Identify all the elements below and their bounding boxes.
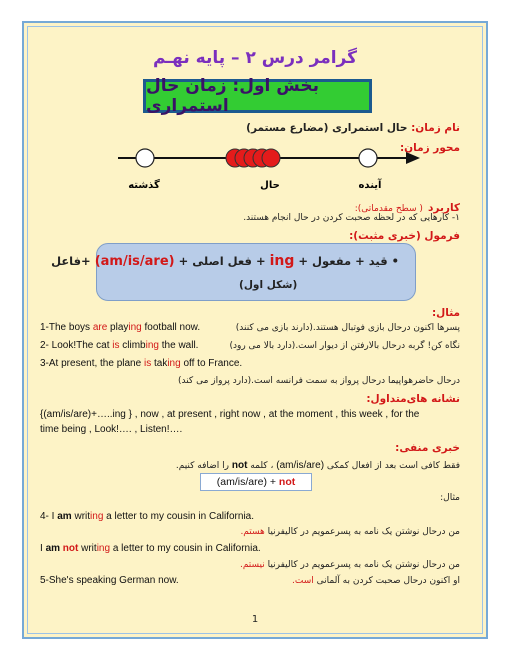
formula-main-verb: + فعل اصلی + (178, 254, 266, 268)
negative-label: خبری منفی: (395, 442, 460, 454)
page-number: 1 (251, 614, 259, 625)
negative-formula-box: (am/is/are) + not (200, 473, 312, 491)
example-2: 2- Look!The cat is climbing the wall. (40, 340, 199, 351)
timeline-label: محور زمان: (399, 142, 460, 154)
tense-name-line (246, 122, 460, 134)
signs-label: نشانه های‌متداول: (366, 393, 460, 405)
timeline-present-label: حال (260, 180, 280, 191)
usage-level: ( سطح مقدماتی): (354, 204, 423, 214)
timeline-past-point (136, 149, 154, 167)
usage-label: کاربرد (428, 202, 460, 214)
signs-line-1: {(am/is/are)+…..ing } , now , at present , right now , at the moment , this week , for the (40, 409, 420, 420)
formula-adverb-object: • قید + مفعول + (298, 254, 399, 268)
timeline-diagram (110, 140, 426, 176)
formula-subject: +فاعل (51, 254, 91, 268)
timeline-future-label: آینده (358, 180, 382, 191)
example-1-translation: پسرها اکنون درحال بازی فوتبال هستند.(دارند بازی می کنند) (235, 323, 460, 333)
tense-name-label: نام زمان: (411, 122, 460, 134)
section-title-box (143, 76, 372, 116)
timeline-past-label: گذشته (128, 180, 160, 191)
formula-ing: ing (269, 253, 295, 269)
formula-line-1 (51, 253, 399, 269)
example-2-translation: نگاه کن! گربه درحال بالارفتن از دیوار است.(دارد بالا می رود) (229, 341, 460, 351)
timeline-present-point (262, 149, 280, 167)
formula-label: فرمول (خبری مثبت): (349, 230, 460, 242)
formula-box (51, 243, 416, 301)
formula-line-2: (شکل اول) (239, 279, 298, 291)
signs-line-2: time being , Look!…. , Listen!…. (40, 424, 183, 435)
timeline-future-point (359, 149, 377, 167)
negative-example-label: مثال: (440, 493, 460, 503)
example-4-translation: من درحال نوشتن یک نامه به پسرعمویم در کالیفرنیا هستم. (240, 527, 460, 537)
section-title: بخش اول: زمان حال استمراری (146, 76, 319, 116)
example-3: 3-At present, the plane is taking off to France. (40, 358, 243, 369)
example-5-translation: او اکنون درحال صحبت کردن به آلمانی است. (292, 576, 460, 586)
timeline-arrow-icon (406, 152, 420, 164)
example-1: 1-The boys are playing football now. (40, 322, 201, 333)
page-title: گرامر درس ۲ – پایه نهـم (152, 48, 358, 68)
example-3-translation: درحال حاضرهواپیما درحال پرواز به سمت فرانسه است.(دارد پرواز می کند) (177, 376, 460, 386)
example-4-negative-translation: من درحال نوشتن یک نامه به پسرعمویم در کالیفرنیا نیستم. (239, 560, 460, 570)
usage-item-1: ۱- کارهایی که در لحظه صحبت کردن در حال انجام هستند. (243, 213, 460, 223)
example-4: 4- I am writing a letter to my cousin in California. (40, 511, 255, 522)
examples-label: مثال: (431, 307, 460, 319)
example-5: 5-She's speaking German now. (40, 575, 179, 586)
formula-aux: (am/is/are) (94, 254, 175, 269)
negative-description: فقط کافی است بعد از افعال کمکی (am/is/are) ، کلمه not را اضافه کنیم. (175, 460, 460, 471)
tense-name-value: حال استمراری (مضارع مستمر) (246, 122, 408, 134)
example-4-negative: I am not writing a letter to my cousin in California. (40, 543, 261, 554)
